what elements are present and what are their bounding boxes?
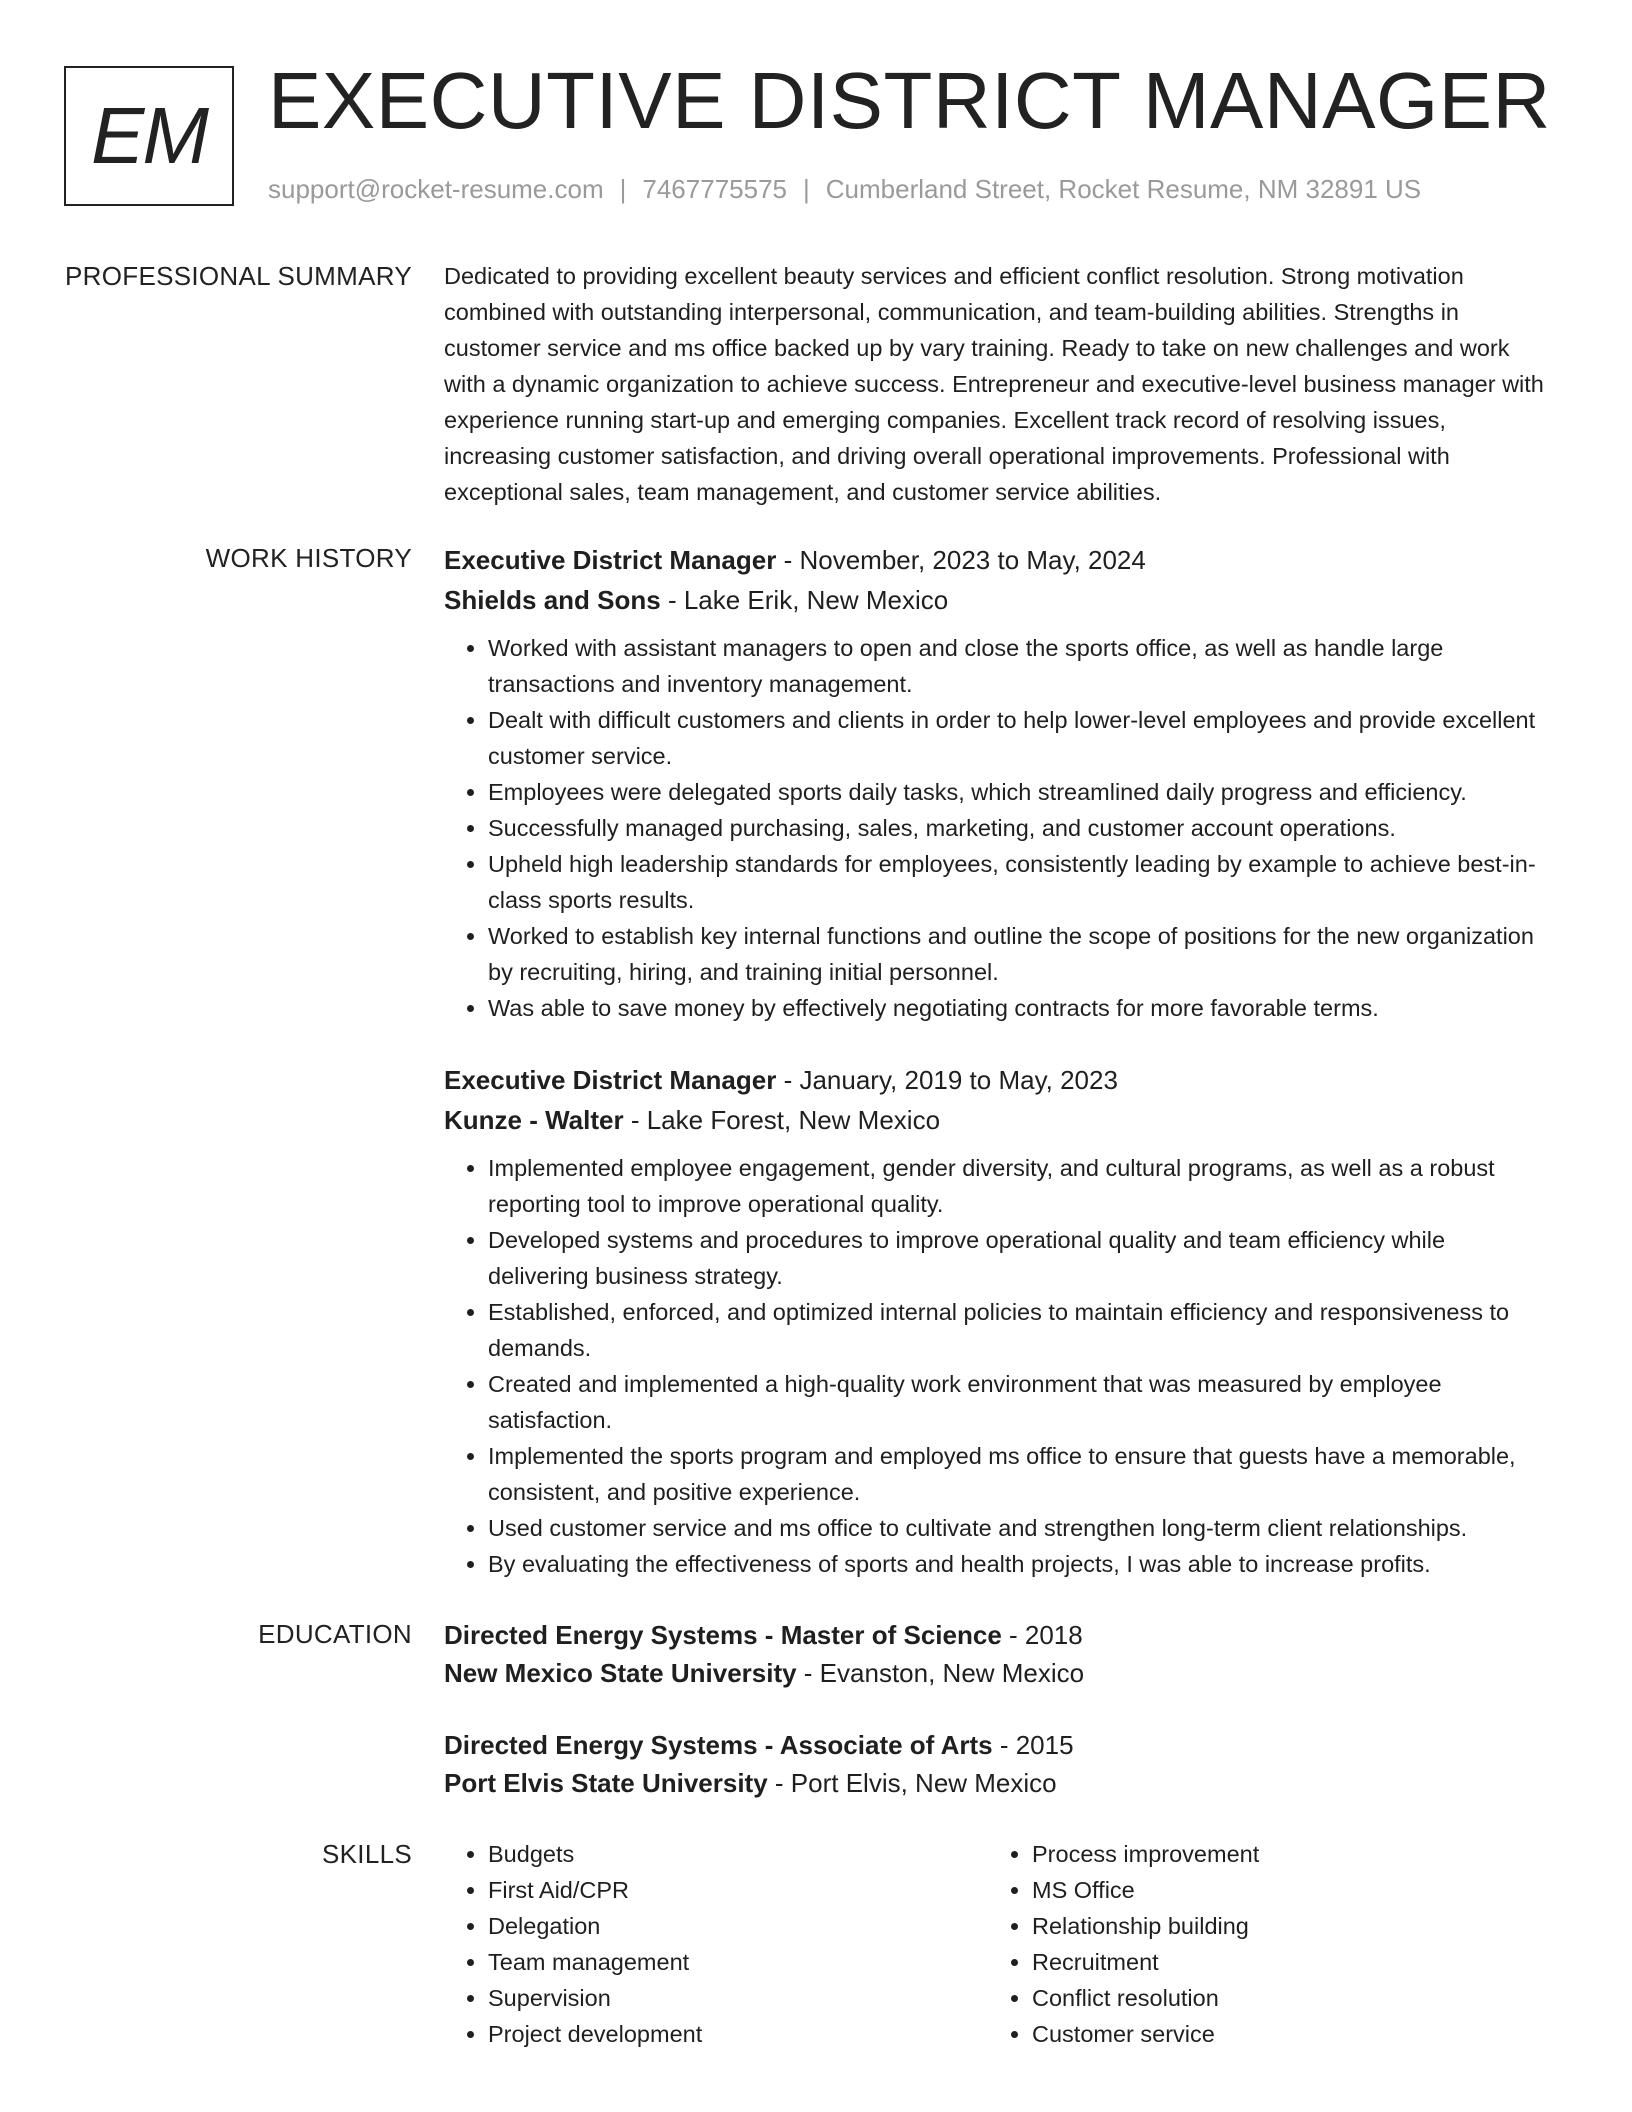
summary-text: Dedicated to providing excellent beauty services and efficient conflict resolution. Strong motivation combined with outstanding interpersonal, communication, and team-building abilities. Strengths in customer service and ms office backed up by vary training. Ready to take on new challenges and work with a dynamic organization to achieve success. Entrepreneur and executive-level business manager with experience running start-up and emerging companies. Excellent track record of resolving issues, increasing customer satisfaction, and driving overall operational improvements. Professional with exceptional sales, team management, and customer service abilities. — [444, 263, 1544, 505]
job-bullet: • Developed systems and procedures to improve operational quality and team efficiency while delivering business strategy. — [488, 1222, 1544, 1294]
job-employer — [444, 580, 1544, 620]
education-school-line — [444, 1764, 1544, 1802]
job-bullet: • By evaluating the effectiveness of sports and health projects, I was able to increase profits. — [488, 1546, 1544, 1582]
job-bullet: • Established, enforced, and optimized internal policies to maintain efficiency and responsiveness to demands. — [488, 1294, 1544, 1366]
education-year: - 2015 — [992, 1730, 1074, 1760]
skill-item: • Relationship building — [1032, 1908, 1532, 1944]
job-bullet: • Created and implemented a high-quality work environment that was measured by employee satisfaction. — [488, 1366, 1544, 1438]
job-bullet: • Implemented the sports program and employed ms office to ensure that guests have a memorable, consistent, and positive experience. — [488, 1438, 1544, 1510]
job-company: Shields and Sons — [444, 585, 661, 615]
skill-item: • First Aid/CPR — [488, 1872, 988, 1908]
section-label-education: EDUCATION — [258, 1619, 412, 1649]
contact-separator: | — [619, 174, 627, 204]
job-location: - Lake Erik, New Mexico — [660, 585, 949, 615]
skill-item: • Conflict resolution — [1032, 1980, 1532, 2016]
job-bullet: • Successfully managed purchasing, sales, marketing, and customer account operations. — [488, 810, 1544, 846]
summary-body — [444, 258, 1544, 510]
section-label-skills: SKILLS — [322, 1839, 412, 1869]
job-entry — [444, 540, 1544, 1026]
job-entry — [444, 1060, 1544, 1582]
education-degree: Directed Energy Systems - Master of Science — [444, 1620, 1002, 1650]
skills-list-left — [444, 1836, 988, 2052]
education-school: Port Elvis State University — [444, 1768, 768, 1798]
monogram-logo: EM — [64, 66, 234, 206]
job-dates: - January, 2019 to May, 2023 — [776, 1065, 1118, 1095]
education-body — [444, 1616, 1544, 1802]
education-entry — [444, 1616, 1544, 1692]
education-degree-line — [444, 1726, 1544, 1764]
job-dates: - November, 2023 to May, 2024 — [776, 545, 1146, 575]
section-label-work-history: WORK HISTORY — [205, 543, 412, 573]
education-school: New Mexico State University — [444, 1658, 797, 1688]
job-location: - Lake Forest, New Mexico — [623, 1105, 941, 1135]
work-history-body — [444, 540, 1544, 1582]
job-bullet: • Upheld high leadership standards for employees, consistently leading by example to achieve best-in-class sports results. — [488, 846, 1544, 918]
job-title: Executive District Manager — [444, 1065, 777, 1095]
contact-address: Cumberland Street, Rocket Resume, NM 32891 US — [825, 174, 1422, 204]
education-school-line — [444, 1654, 1544, 1692]
job-heading — [444, 540, 1544, 580]
education-entry — [444, 1726, 1544, 1802]
education-location: - Evanston, New Mexico — [796, 1658, 1085, 1688]
skill-item: • Budgets — [488, 1836, 988, 1872]
job-bullet: • Implemented employee engagement, gender diversity, and cultural programs, as well as a robust reporting tool to improve operational quality. — [488, 1150, 1544, 1222]
skills-list-right — [988, 1836, 1532, 2052]
job-bullets — [444, 1150, 1544, 1582]
job-title: Executive District Manager — [444, 545, 777, 575]
skill-item: • Process improvement — [1032, 1836, 1532, 1872]
job-heading — [444, 1060, 1544, 1100]
section-label-summary: PROFESSIONAL SUMMARY — [65, 261, 412, 291]
contact-line — [268, 174, 1421, 205]
skills-body — [444, 1836, 1544, 2052]
page-title: EXECUTIVE DISTRICT MANAGER — [268, 56, 1551, 145]
skill-item: • Project development — [488, 2016, 988, 2052]
contact-phone[interactable]: 7467775575 — [642, 174, 787, 204]
job-bullets — [444, 630, 1544, 1026]
job-employer — [444, 1100, 1544, 1140]
job-bullet: • Employees were delegated sports daily tasks, which streamlined daily progress and efficiency. — [488, 774, 1544, 810]
job-bullet: • Worked with assistant managers to open and close the sports office, as well as handle large transactions and inventory management. — [488, 630, 1544, 702]
skill-item: • Team management — [488, 1944, 988, 1980]
job-company: Kunze - Walter — [444, 1105, 624, 1135]
job-bullet: • Worked to establish key internal functions and outline the scope of positions for the new organization by recruiting, hiring, and training initial personnel. — [488, 918, 1544, 990]
job-bullet: • Used customer service and ms office to cultivate and strengthen long-term client relationships. — [488, 1510, 1544, 1546]
education-degree: Directed Energy Systems - Associate of Arts — [444, 1730, 993, 1760]
skill-item: • Customer service — [1032, 2016, 1532, 2052]
skill-item: • Supervision — [488, 1980, 988, 2016]
skill-item: • Delegation — [488, 1908, 988, 1944]
skill-item: • MS Office — [1032, 1872, 1532, 1908]
education-degree-line — [444, 1616, 1544, 1654]
job-bullet: • Was able to save money by effectively negotiating contracts for more favorable terms. — [488, 990, 1544, 1026]
contact-email[interactable]: support@rocket-resume.com — [268, 174, 604, 204]
contact-separator: | — [803, 174, 810, 204]
skill-item: • Recruitment — [1032, 1944, 1532, 1980]
education-year: - 2018 — [1001, 1620, 1083, 1650]
education-location: - Port Elvis, New Mexico — [767, 1768, 1057, 1798]
job-bullet: • Dealt with difficult customers and clients in order to help lower-level employees and provide excellent customer service. — [488, 702, 1544, 774]
